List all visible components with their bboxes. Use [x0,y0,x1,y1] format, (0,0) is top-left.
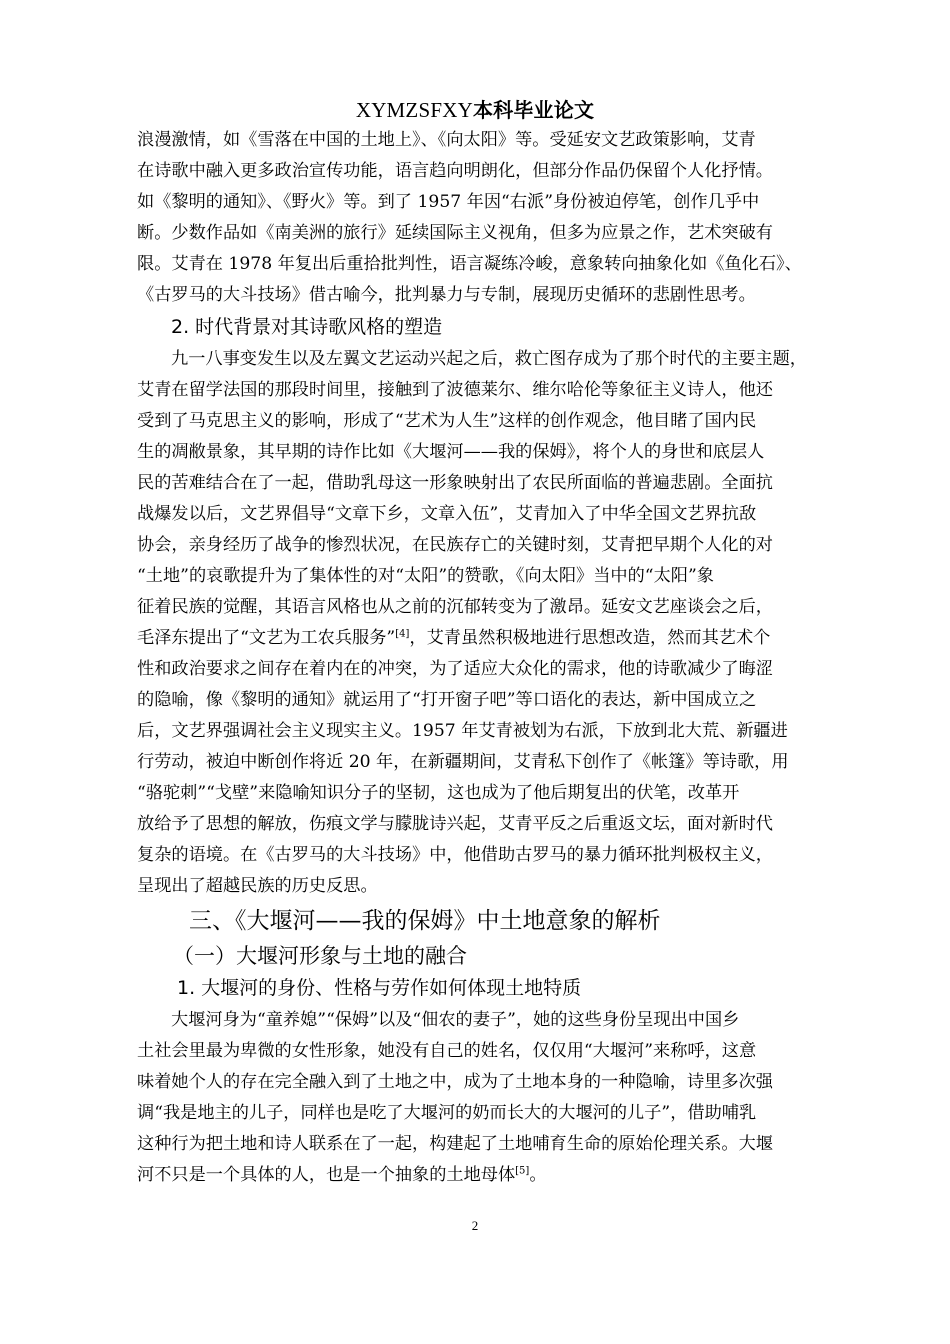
body-content [137,125,867,1191]
section-heading: （一）大堰河形象与土地的融合 [173,944,467,968]
header-title: 本科毕业论文 [472,98,595,122]
intro-paragraph [137,125,867,311]
text-line: 限。艾青在 1978 年复出后重拾批判性，语言凝练冷峻，意象转向抽象化如《鱼化石》、 [137,254,802,274]
text-segment: 河不只是一个具体的人，也是一个抽象的土地母体 [137,1165,516,1185]
text-line: 如《黎明的通知》、《野火》等。到了 1957 年因“右派”身份被迫停笔，创作几乎中 [137,192,760,212]
text-line: 九一八事变发生以及左翼文艺运动兴起之后，救亡图存成为了那个时代的主要主题， [171,349,807,369]
text-line-with-citation [137,1160,867,1191]
text-line: 征着民族的觉醒，其语言风格也从之前的沉郁转变为了激昂。延安文艺座谈会之后， [137,597,773,617]
section3-paragraph [137,1005,867,1191]
text-line: 战爆发以后，文艺界倡导“文章下乡，文章入伍”，艾青加入了中华全国文艺界抗敌 [137,504,757,524]
text-line: 性和政治要求之间存在着内在的冲突，为了适应大众化的需求，他的诗歌减少了晦涩 [137,659,773,679]
chapter-heading: 三、《大堰河——我的保姆》中土地意象的解析 [189,908,661,934]
text-line: 放给予了思想的解放，伤痕文学与朦胧诗兴起，艾青平反之后重返文坛，面对新时代 [137,814,773,834]
text-line: 复杂的语境。在《古罗马的大斗技场》中，他借助古罗马的暴力循环批判极权主义， [137,845,773,865]
text-line: 生的凋敝景象，其早期的诗作比如《大堰河——我的保姆》，将个人的身世和底层人 [137,442,765,462]
text-line-with-citation [137,623,867,654]
section-heading: 2. 时代背景对其诗歌风格的塑造 [171,316,443,338]
section2-paragraph [137,344,867,902]
citation-ref: [5] [515,1165,530,1177]
text-line: 艾青在留学法国的那段时间里，接触到了波德莱尔、维尔哈伦等象征主义诗人，他还 [137,380,773,400]
text-line: 断。少数作品如《南美洲的旅行》延续国际主义视角，但多为应景之作，艺术突破有 [137,223,773,243]
header-code: XYMZSFXY [355,98,473,122]
text-line: 协会，亲身经历了战争的惨烈状况，在民族存亡的关键时刻，艾青把早期个人化的对 [137,535,773,555]
text-line: 《古罗马的大斗技场》借古喻今，批判暴力与专制，展现历史循环的悲剧性思考。 [137,285,756,305]
text-line: 土社会里最为卑微的女性形象，她没有自己的姓名，仅仅用“大堰河”来称呼，这意 [137,1041,757,1061]
text-line: 这种行为把土地和诗人联系在了一起，构建起了土地哺育生命的原始伦理关系。大堰 [137,1134,773,1154]
text-line: 呈现出了超越民族的历史反思。 [137,876,378,896]
text-line: 味着她个人的存在完全融入到了土地之中，成为了土地本身的一种隐喻，诗里多次强 [137,1072,773,1092]
text-line: “土地”的哀歌提升为了集体性的对“太阳”的赞歌，《向太阳》当中的“太阳”象 [137,566,714,586]
text-line: 调“我是地主的儿子，同样也是吃了大堰河的奶而长大的大堰河的儿子”，借助哺乳 [137,1103,757,1123]
text-segment: ，艾青虽然积极地进行思想改造，然而其艺术个 [409,628,771,648]
page-number: 2 [471,1218,479,1233]
subsection-heading: 1. 大堰河的身份、性格与劳作如何体现土地特质 [177,977,582,999]
text-line: 民的苦难结合在了一起，借助乳母这一形象映射出了农民所面临的普遍悲剧。全面抗 [137,473,773,493]
text-segment: 毛泽东提出了“文艺为工农兵服务” [137,628,396,648]
text-line: 行劳动，被迫中断创作将近 20 年，在新疆期间，艾青私下创作了《帐篷》等诗歌，用 [137,752,789,772]
citation-ref: [4] [395,628,410,640]
text-line: 大堰河身为“童养媳”“保姆”以及“佃农的妻子”，她的这些身份呈现出中国乡 [171,1010,740,1030]
text-line: 受到了马克思主义的影响，形成了“艺术为人生”这样的创作观念，他目睹了国内民 [137,411,757,431]
page-header [0,94,950,123]
text-line: 浪漫激情，如《雪落在中国的土地上》、《向太阳》等。受延安文艺政策影响，艾青 [137,130,756,150]
text-line: 的隐喻，像《黎明的通知》就运用了“打开窗子吧”等口语化的表达，新中国成立之 [137,690,757,710]
text-segment: 。 [529,1165,547,1185]
text-line: “骆驼刺”“戈壁”来隐喻知识分子的坚韧，这也成为了他后期复出的伏笔，改革开 [137,783,740,803]
text-line: 后，文艺界强调社会主义现实主义。1957 年艾青被划为右派，下放到北大荒、新疆进 [137,721,788,741]
text-line: 在诗歌中融入更多政治宣传功能，语言趋向明朗化，但部分作品仍保留个人化抒情。 [137,161,773,181]
